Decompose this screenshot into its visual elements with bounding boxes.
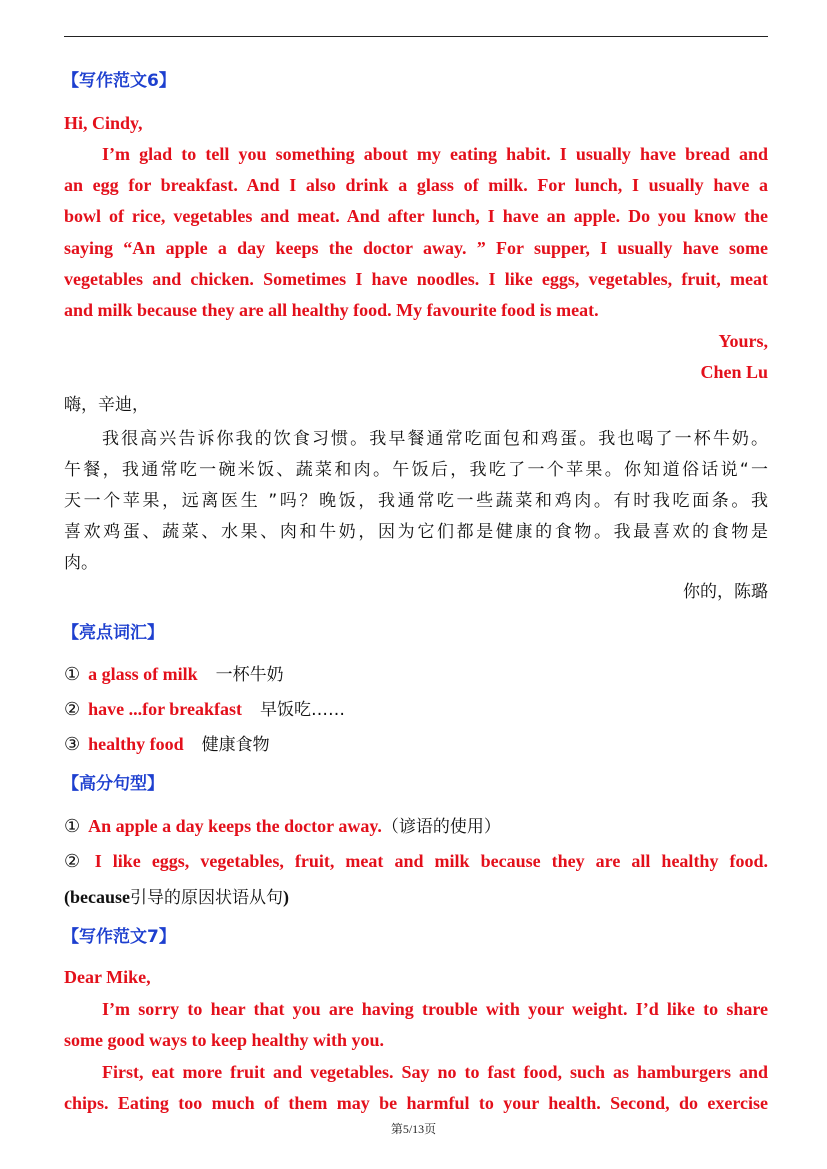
letter-line: I’m glad to tell you something about my eating habit. I usually have bread and <box>102 144 768 164</box>
item-number: ② <box>64 851 87 871</box>
item-number: ③ <box>64 734 81 754</box>
zh-line: 我很高兴告诉你我的饮食习惯。我早餐通常吃面包和鸡蛋。我也喝了一杯牛奶。 <box>102 429 768 449</box>
vocab-zh: 健康食物 <box>201 735 270 755</box>
item-number: ① <box>64 664 81 684</box>
sentence-item <box>64 815 768 838</box>
sentence-en: I like eggs, vegetables, fruit, meat and milk because they are all healthy food. <box>94 851 768 871</box>
note-end: ) <box>283 887 289 907</box>
section-heading: 【亮点词汇】 <box>62 623 164 643</box>
letter-line: bowl of rice, vegetables and meat. And after lunch, I have an apple. Do you know the <box>64 206 768 226</box>
letter-line: and milk because they are all healthy food. My favourite food is meat. <box>64 300 599 320</box>
vocab-zh: 一杯牛奶 <box>215 665 284 685</box>
letter-line: I’m sorry to hear that you are having trouble with your weight. I’d like to share <box>102 999 768 1019</box>
vocab-item <box>64 733 768 756</box>
letter-line: chips. Eating too much of them may be harmful to your health. Second, do exercise <box>64 1093 768 1113</box>
letter-line: an egg for breakfast. And I also drink a glass of milk. For lunch, I usually have a <box>64 175 768 195</box>
letter-greeting: Dear Mike, <box>64 967 151 987</box>
vocab-zh: 早饭吃…… <box>259 700 345 720</box>
letter-line: saying “An apple a day keeps the doctor away. ” For supper, I usually have some <box>64 238 768 258</box>
note-en: (because <box>64 887 130 907</box>
header-rule <box>64 36 768 37</box>
sentence-note: （谚语的使用） <box>381 817 501 837</box>
section-heading: 【高分句型】 <box>62 774 164 794</box>
zh-signature: 你的，陈璐 <box>683 582 768 602</box>
sentence-item <box>64 850 768 872</box>
vocab-en: a glass of milk <box>88 664 198 684</box>
item-number: ① <box>64 816 81 836</box>
zh-line: 午餐，我通常吃一碗米饭、蔬菜和肉。午饭后，我吃了一个苹果。你知道俗话说“一 <box>64 460 768 480</box>
vocab-item <box>64 663 768 686</box>
sentence-note <box>64 886 768 909</box>
zh-line: 喜欢鸡蛋、蔬菜、水果、肉和牛奶，因为它们都是健康的食物。我最喜欢的食物是 <box>64 522 768 542</box>
letter-closing: Yours, <box>718 331 768 351</box>
letter-line: vegetables and chicken. Sometimes I have noodles. I like eggs, vegetables, fruit, meat <box>64 269 768 289</box>
section-heading: 【写作范文6】 <box>62 71 176 91</box>
vocab-en: have ...for breakfast <box>88 699 242 719</box>
page-number: 第5/13页 <box>390 1122 437 1136</box>
vocab-en: healthy food <box>88 734 184 754</box>
zh-line: 肉。 <box>64 553 98 573</box>
section-heading: 【写作范文7】 <box>62 927 176 947</box>
sentence-en: An apple a day keeps the doctor away. <box>88 816 382 836</box>
letter-signature: Chen Lu <box>700 362 768 382</box>
item-number: ② <box>64 699 81 719</box>
letter-line: First, eat more fruit and vegetables. Say no to fast food, such as hamburgers and <box>102 1062 768 1082</box>
vocab-item <box>64 698 768 721</box>
letter-greeting: Hi, Cindy, <box>64 113 143 133</box>
letter-line: some good ways to keep healthy with you. <box>64 1030 385 1050</box>
zh-line: 天一个苹果，远离医生 ”吗？晚饭，我通常吃一些蔬菜和鸡肉。有时我吃面条。我 <box>64 491 768 511</box>
zh-greeting: 嗨，辛迪， <box>64 395 149 415</box>
note-zh: 引导的原因状语从句 <box>130 888 283 908</box>
